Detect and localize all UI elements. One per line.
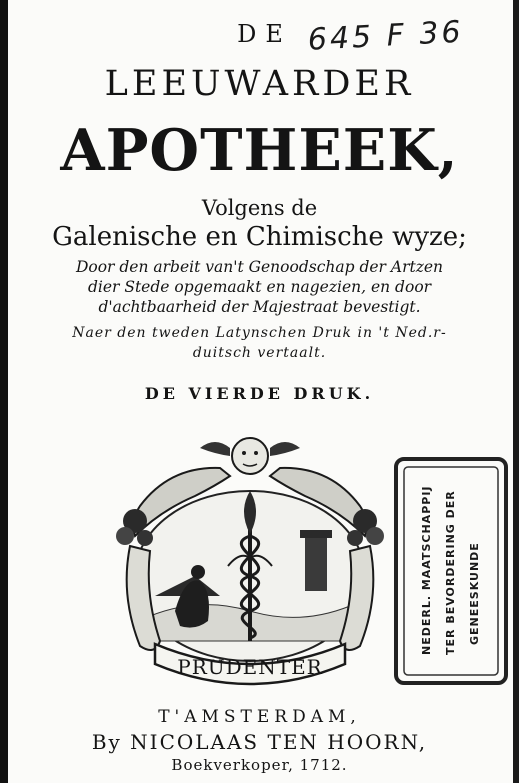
- body-line-1: Door den arbeit van't Genoodschap der Artzen: [75, 258, 444, 276]
- title-line-galenische: Galenische en Chimische wyze;: [52, 222, 467, 252]
- body-line-2: dier Stede opgemaakt en nagezien, en door: [87, 278, 432, 296]
- translation-line-2: duitsch vertaalt.: [192, 345, 327, 361]
- title-line-leeuwarder: LEEUWARDER: [104, 64, 415, 104]
- stamp-line-3: GENEESKUNDE: [468, 542, 481, 645]
- cherub-head: [232, 438, 268, 474]
- title-line-de: DE: [237, 20, 292, 48]
- library-stamp: [392, 455, 510, 687]
- tower: [305, 536, 327, 591]
- edition-line: DE VIERDE DRUK.: [144, 384, 375, 403]
- body-line-3: d'achtbaarheid der Majestraat bevestigt.: [98, 298, 421, 316]
- stamp-line-2: TER BEVORDERING DER: [444, 490, 457, 655]
- title-line-apotheek: APOTHEEK,: [60, 117, 459, 184]
- imprint-publisher: By NICOLAAS TEN HOORN,: [91, 730, 428, 754]
- imprint-trade-year: Boekverkoper, 1712.: [171, 756, 348, 774]
- imprint-place: T'AMSTERDAM,: [158, 707, 361, 727]
- printers-device-vignette: [100, 426, 400, 696]
- translation-line-1: Naer den tweden Latynschen Druk in 't Ned.r-: [72, 325, 447, 341]
- stamp-line-1: NEDERL. MAATSCHAPPIJ: [420, 485, 433, 655]
- motto-text: PRUDENTER: [177, 655, 323, 679]
- shelfmark-text: 645 F 36: [306, 14, 465, 58]
- title-line-volgens: Volgens de: [201, 196, 318, 220]
